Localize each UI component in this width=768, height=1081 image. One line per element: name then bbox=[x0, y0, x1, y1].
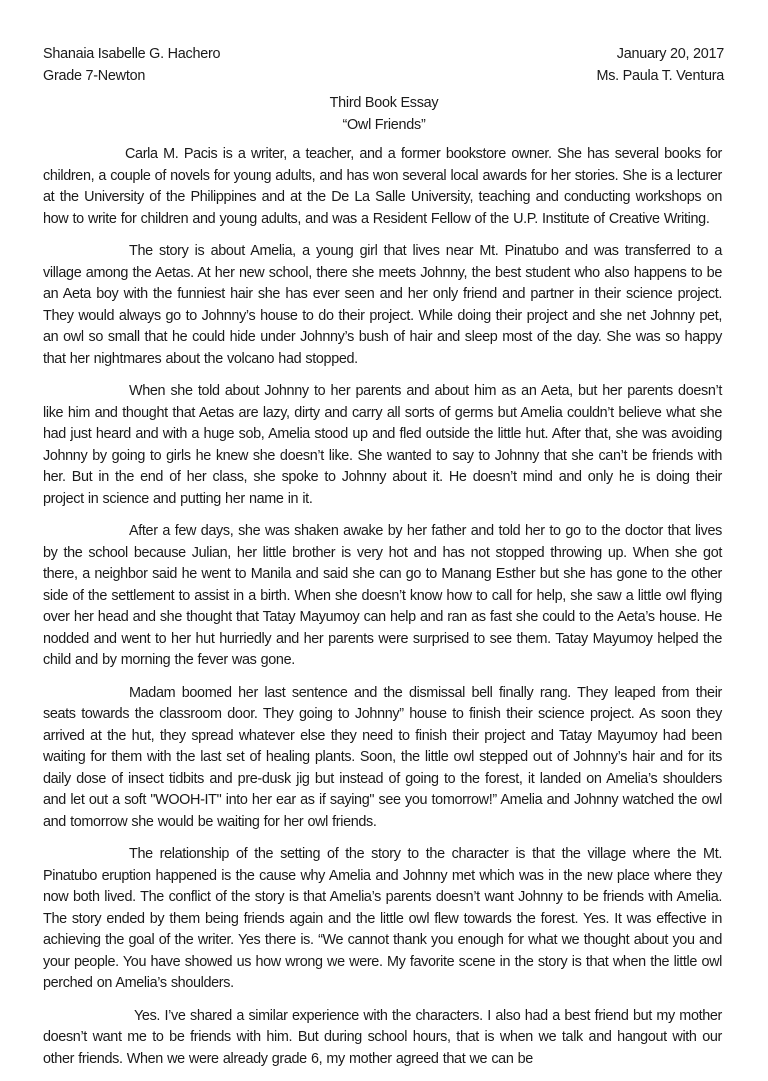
essay-body bbox=[43, 144, 722, 1081]
paragraph-author-bio: Carla M. Pacis is a writer, a teacher, and a former bookstore owner. She has several books for children, a couple of novels for young adults, and has won several local awards for her stories. She is a lecturer at the University of the Philippines and at the De La Salle University, teaching and conducting workshops on how to write for children and young adults, and was a Resident Fellow of the U.P. Institute of Creative Writing. bbox=[43, 146, 722, 227]
book-title: “Owl Friends” bbox=[342, 116, 426, 133]
essay-date: January 20, 2017 bbox=[616, 46, 724, 62]
essay-heading: Third Book Essay bbox=[329, 95, 439, 111]
student-info bbox=[43, 44, 220, 87]
paragraph-personal-experience: Yes. I’ve shared a similar experience with the characters. I also had a best friend but my mother doesn’t want me to be friends with him. But during school hours, that is when we talk and hangout with our other friends. When we were already grade 6, my mother agreed that we can be bbox=[43, 1007, 722, 1067]
document-header bbox=[43, 44, 724, 87]
paragraph-analysis: The relationship of the setting of the story to the character is that the village where the Mt. Pinatubo eruption happened is the cause why Amelia and Johnny met which was in the new place where they now both lived. The conflict of the story is that Amelia’s parents doesn’t want Johnny to be friends with Amelia. The story ended by them being friends again and the little owl flew towards the forest. Yes. It was effective in achieving the goal of the writer. Yes there is. “We cannot thank you enough for what we thought about you and your people. You have showed us how wrong we were. My favorite scene in the story is that when the little owl perched on Amelia’s shoulders. bbox=[43, 846, 722, 991]
author-name: Shanaia Isabelle G. Hachero bbox=[43, 46, 221, 62]
paragraph-brother-illness: After a few days, she was shaken awake by her father and told her to go to the doctor that lives by the school because Julian, her little brother is very hot and has not stopped throwing up. When she got there, a neighbor said he went to Manila and said she can go to Manang Esther but she has gone to the other side of the settlement to assist in a birth. When she doesn’t know how to call for help, she saw a little owl flying over her head and she thought that Tatay Mayumoy can help and ran as fast she could to the Aeta’s house. He nodded and went to her hut hurriedly and her parents were surprised to see them. Tatay Mayumoy helped the child and by morning the fever was gone. bbox=[43, 523, 722, 668]
grade-section: Grade 7-Newton bbox=[43, 67, 146, 84]
teacher-name: Ms. Paula T. Ventura bbox=[596, 67, 724, 84]
essay-title-block bbox=[0, 93, 768, 136]
paragraph-parents-conflict: When she told about Johnny to her parents and about him as an Aeta, but her parents doesn’t like him and thought that Aetas are lazy, dirty and carry all sorts of germs but Amelia couldn’t believe what she had just heard and with a huge sob, Amelia stood up and fled outside the little hut. After that, she was avoiding Johnny by going to girls he knew she doesn’t like. She wanted to say to Johnny that she can’t be friends with her. But in the end of her class, she spoke to Johnny about it. He doesn’t mind and only he is doing their project in science and putting her name in it. bbox=[43, 383, 722, 507]
paragraph-ending: Madam boomed her last sentence and the dismissal bell finally rang. They leaped from their seats towards the classroom door. They going to Johnny” house to finish their science project. As soon they arrived at the hut, they spread whatever else they need to finish their project and Tatay Mayumoy had been waiting for them with the last set of healing plants. Soon, the little owl stepped out of Johnny’s hair and for its daily dose of insect tidbits and pre-dusk jig but instead of going to the forest, it landed on Amelia’s shoulders and let out a soft "WOOH-IT" into her ear as if saying" see you tomorrow!” Amelia and Johnny watched the owl and tomorrow she would be waiting for her owl friends. bbox=[43, 684, 722, 830]
date-teacher-info bbox=[596, 44, 724, 87]
paragraph-story-summary: The story is about Amelia, a young girl that lives near Mt. Pinatubo and was transferred to a village among the Aetas. At her new school, there she meets Johnny, the best student who also happens to be an Aeta boy with the funniest hair she has ever seen and her only friend and partner in their science project. They would always go to Johnny’s house to do their project. While doing their project and she net Johnny pet, an owl so small that he could hide under Johnny’s bush of hair and sleep most of the day. She was so happy that her nightmares about the volcano had stopped. bbox=[43, 243, 722, 367]
